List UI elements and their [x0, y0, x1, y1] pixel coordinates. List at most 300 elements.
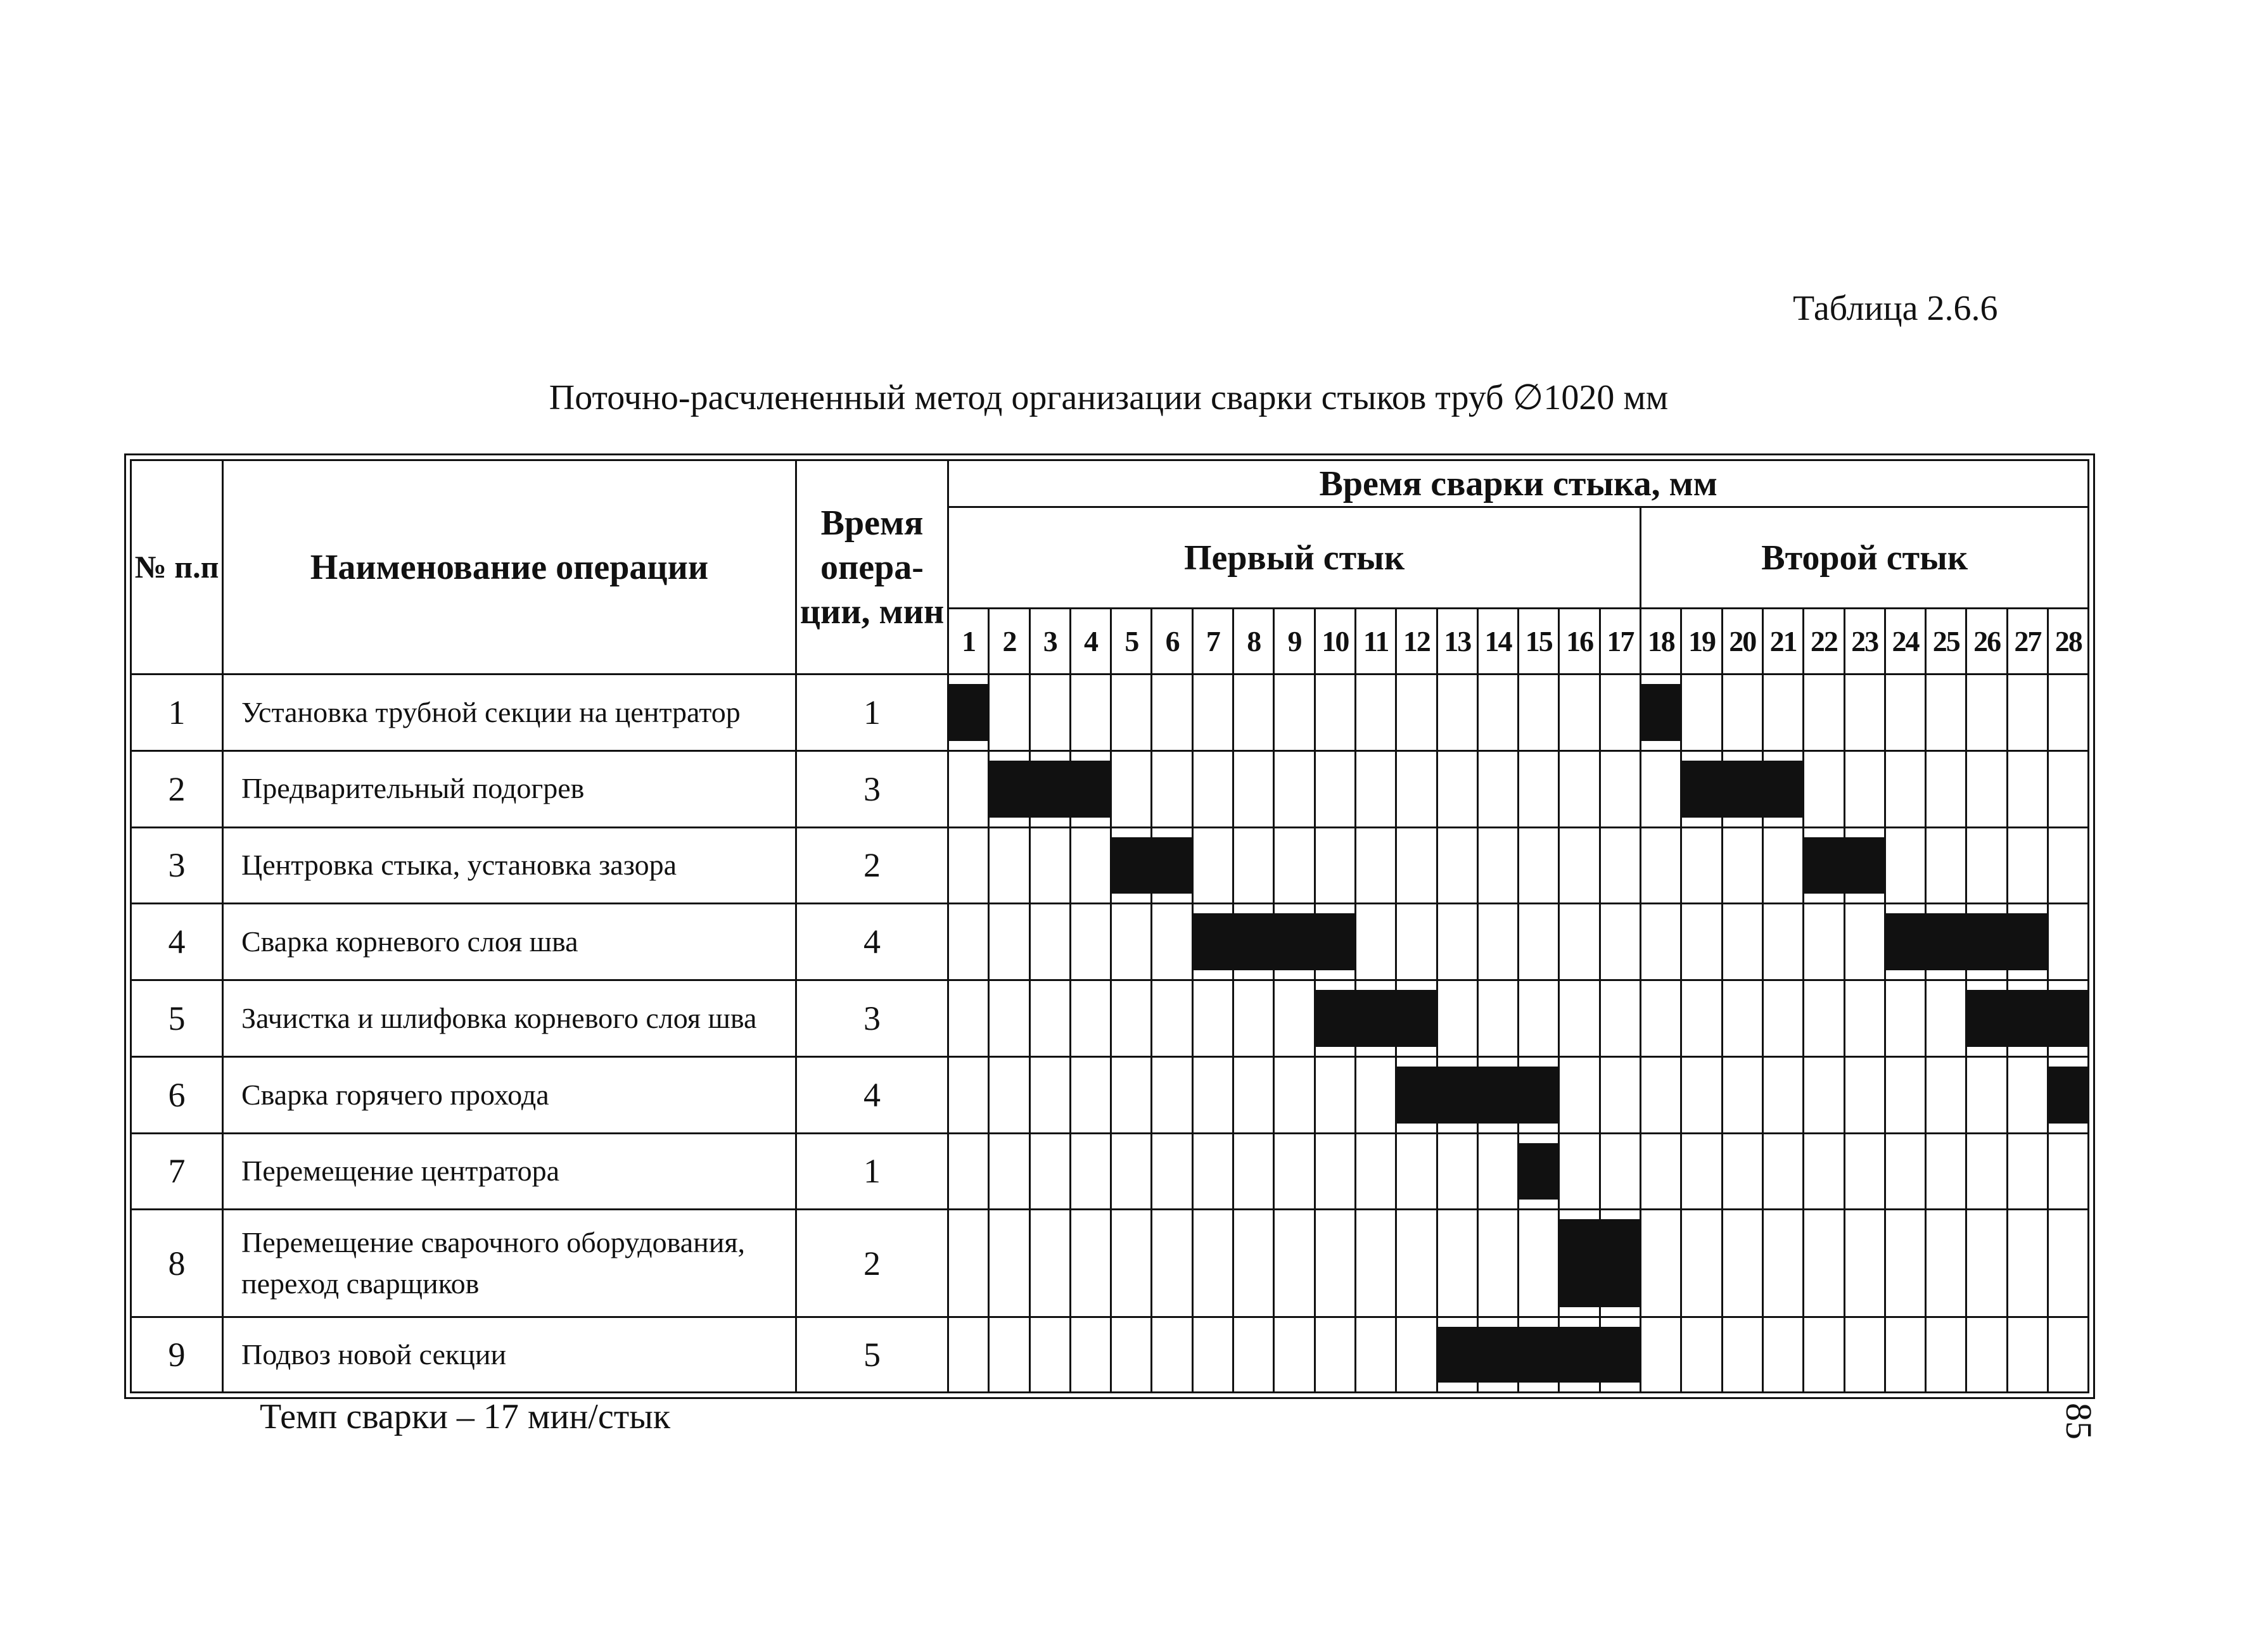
time-slot — [1966, 1210, 2007, 1317]
operation-name: Установка трубной секции на центратор — [223, 674, 796, 751]
operation-name: Сварка корневого слоя шва — [223, 904, 796, 980]
time-slot — [1233, 1210, 1274, 1317]
time-slot — [1111, 980, 1152, 1057]
time-slot — [1722, 1133, 1762, 1210]
time-slot — [1192, 674, 1233, 751]
time-slot — [1152, 1317, 1192, 1393]
time-slot — [1396, 904, 1437, 980]
time-slot — [1722, 1210, 1762, 1317]
time-slot — [1559, 827, 1600, 904]
operation-number: 6 — [131, 1056, 223, 1133]
gantt-bar-segment — [1477, 1327, 1518, 1383]
operation-row — [131, 1210, 2089, 1317]
time-slot — [1519, 1133, 1559, 1210]
time-slot — [1192, 750, 1233, 827]
time-slot — [1111, 904, 1152, 980]
time-slot — [1762, 980, 1803, 1057]
time-slot — [1722, 827, 1762, 904]
time-slot — [2007, 1317, 2048, 1393]
time-slot — [1274, 1317, 1315, 1393]
operation-row — [131, 674, 2089, 751]
time-slot — [1722, 1317, 1762, 1393]
time-slot — [1600, 1133, 1640, 1210]
time-slot — [2007, 1133, 2048, 1210]
time-slot — [1274, 750, 1315, 827]
time-slot — [1315, 1210, 1355, 1317]
time-slot — [1233, 1056, 1274, 1133]
time-slot — [1274, 674, 1315, 751]
time-slot — [1437, 980, 1477, 1057]
time-slot — [1519, 1056, 1559, 1133]
time-slot — [2048, 827, 2089, 904]
time-slot — [1396, 1317, 1437, 1393]
time-column-19: 19 — [1681, 609, 1722, 674]
time-slot — [1681, 827, 1722, 904]
time-slot — [1641, 1317, 1681, 1393]
column-header-timeline: Время сварки стыка, мм — [948, 460, 2089, 507]
time-slot — [1152, 1056, 1192, 1133]
gantt-bar-segment — [1396, 1067, 1437, 1124]
operation-name: Центровка стыка, установка зазора — [223, 827, 796, 904]
time-slot — [1722, 980, 1762, 1057]
time-column-20: 20 — [1722, 609, 1762, 674]
time-slot — [1559, 904, 1600, 980]
time-slot — [1396, 1133, 1437, 1210]
time-slot — [1437, 827, 1477, 904]
document-title: Поточно-расчлененный метод организации сварки стыков труб ∅1020 мм — [549, 378, 1669, 417]
time-slot — [1111, 1317, 1152, 1393]
time-slot — [1966, 1056, 2007, 1133]
time-slot — [1641, 1133, 1681, 1210]
time-slot — [1315, 1133, 1355, 1210]
time-slot — [1722, 904, 1762, 980]
time-slot — [1477, 1056, 1518, 1133]
time-slot — [1355, 980, 1396, 1057]
time-slot — [1477, 750, 1518, 827]
time-slot — [1681, 980, 1722, 1057]
time-slot — [1355, 1133, 1396, 1210]
time-slot — [1600, 827, 1640, 904]
time-column-22: 22 — [1804, 609, 1844, 674]
time-slot — [2048, 904, 2089, 980]
time-slot — [948, 1317, 989, 1393]
time-column-4: 4 — [1070, 609, 1111, 674]
gantt-bar-segment — [1519, 1067, 1559, 1124]
time-slot — [1844, 904, 1885, 980]
time-slot — [1559, 1133, 1600, 1210]
time-slot — [1844, 980, 1885, 1057]
time-slot — [1477, 1133, 1518, 1210]
time-slot — [1844, 827, 1885, 904]
operation-number: 2 — [131, 750, 223, 827]
time-slot — [1519, 1317, 1559, 1393]
time-slot — [1681, 750, 1722, 827]
time-column-2: 2 — [989, 609, 1029, 674]
time-slot — [1762, 904, 1803, 980]
time-slot — [1274, 980, 1315, 1057]
time-slot — [1355, 904, 1396, 980]
time-slot — [1437, 1133, 1477, 1210]
time-slot — [1762, 750, 1803, 827]
time-slot — [1600, 1317, 1640, 1393]
time-slot — [1029, 904, 1070, 980]
time-slot — [1396, 1056, 1437, 1133]
time-slot — [1274, 1056, 1315, 1133]
time-slot — [1396, 1210, 1437, 1317]
time-slot — [1966, 750, 2007, 827]
time-slot — [1111, 827, 1152, 904]
operation-row — [131, 980, 2089, 1057]
welding-rate-note: Темп сварки – 17 мин/стык — [260, 1397, 671, 1436]
time-slot — [1477, 980, 1518, 1057]
column-header-second-joint: Второй стык — [1641, 507, 2089, 609]
time-slot — [1152, 1210, 1192, 1317]
time-slot — [1844, 750, 1885, 827]
gantt-bar-segment — [1681, 761, 1722, 818]
time-slot — [1885, 750, 1925, 827]
time-slot — [989, 1133, 1029, 1210]
time-slot — [1681, 1133, 1722, 1210]
time-slot — [989, 1056, 1029, 1133]
time-slot — [1559, 674, 1600, 751]
time-slot — [1111, 674, 1152, 751]
time-slot — [2007, 750, 2048, 827]
gantt-bar-segment — [1641, 684, 1681, 741]
column-header-first-joint: Первый стык — [948, 507, 1641, 609]
time-slot — [1233, 674, 1274, 751]
time-slot — [1437, 1056, 1477, 1133]
time-slot — [1804, 827, 1844, 904]
time-slot — [1844, 1133, 1885, 1210]
time-slot — [1926, 674, 1966, 751]
time-slot — [1844, 1317, 1885, 1393]
time-slot — [1192, 827, 1233, 904]
time-column-5: 5 — [1111, 609, 1152, 674]
gantt-bar-segment — [1029, 761, 1070, 818]
gantt-bar-segment — [1111, 837, 1152, 894]
gantt-bar-segment — [2048, 990, 2089, 1047]
time-slot — [2007, 674, 2048, 751]
gantt-bar-segment — [1885, 913, 1925, 970]
column-header-duration: Время опера-ции, мин — [796, 460, 948, 674]
time-slot — [1926, 827, 1966, 904]
time-slot — [1762, 1056, 1803, 1133]
operation-name: Перемещение сварочного оборудования, переход сварщиков — [223, 1210, 796, 1317]
operation-number: 9 — [131, 1317, 223, 1393]
time-column-6: 6 — [1152, 609, 1192, 674]
operation-number: 1 — [131, 674, 223, 751]
time-slot — [989, 1210, 1029, 1317]
time-slot — [1070, 1056, 1111, 1133]
gantt-bar-segment — [1396, 990, 1437, 1047]
time-column-23: 23 — [1844, 609, 1885, 674]
time-slot — [1804, 904, 1844, 980]
time-slot — [1641, 1056, 1681, 1133]
time-slot — [1274, 904, 1315, 980]
time-column-25: 25 — [1926, 609, 1966, 674]
time-slot — [1681, 1317, 1722, 1393]
time-slot — [1070, 904, 1111, 980]
time-slot — [1885, 1317, 1925, 1393]
time-column-21: 21 — [1762, 609, 1803, 674]
operation-row — [131, 1056, 2089, 1133]
time-slot — [1885, 1056, 1925, 1133]
time-slot — [2048, 674, 2089, 751]
time-slot — [1029, 674, 1070, 751]
time-slot — [1641, 904, 1681, 980]
operation-row — [131, 1317, 2089, 1393]
time-slot — [1804, 980, 1844, 1057]
gantt-bar-segment — [1152, 837, 1192, 894]
time-slot — [2048, 1056, 2089, 1133]
time-slot — [1070, 1133, 1111, 1210]
time-slot — [1233, 1317, 1274, 1393]
time-slot — [1966, 674, 2007, 751]
time-slot — [1152, 904, 1192, 980]
time-slot — [989, 980, 1029, 1057]
time-slot — [1111, 1133, 1152, 1210]
time-column-15: 15 — [1519, 609, 1559, 674]
gantt-bar-segment — [2048, 1067, 2089, 1124]
time-slot — [948, 674, 989, 751]
time-slot — [1804, 1210, 1844, 1317]
operation-row — [131, 904, 2089, 980]
gantt-bar-segment — [1722, 761, 1762, 818]
table-label: Таблица 2.6.6 — [1793, 289, 1998, 328]
time-slot — [1315, 1317, 1355, 1393]
time-slot — [1152, 750, 1192, 827]
time-slot — [1070, 674, 1111, 751]
time-slot — [1966, 980, 2007, 1057]
time-slot — [1966, 1317, 2007, 1393]
gantt-bar-segment — [989, 761, 1029, 818]
time-slot — [1477, 1317, 1518, 1393]
gantt-bar-segment — [1519, 1327, 1559, 1383]
time-slot — [1396, 750, 1437, 827]
time-slot — [1070, 750, 1111, 827]
time-slot — [1762, 1210, 1803, 1317]
time-slot — [1355, 1210, 1396, 1317]
time-column-12: 12 — [1396, 609, 1437, 674]
operation-duration: 2 — [796, 1210, 948, 1317]
time-slot — [948, 1133, 989, 1210]
operation-name: Подвоз новой секции — [223, 1317, 796, 1393]
time-slot — [1029, 1056, 1070, 1133]
time-slot — [1681, 1056, 1722, 1133]
time-slot — [1600, 1210, 1640, 1317]
time-slot — [1926, 750, 1966, 827]
time-slot — [2007, 1210, 2048, 1317]
gantt-bar-segment — [1070, 761, 1111, 818]
time-slot — [948, 980, 989, 1057]
operation-duration: 4 — [796, 904, 948, 980]
operation-name: Зачистка и шлифовка корневого слоя шва — [223, 980, 796, 1057]
time-slot — [1029, 1317, 1070, 1393]
time-slot — [1926, 904, 1966, 980]
operation-name: Перемещение центратора — [223, 1133, 796, 1210]
time-slot — [1070, 1210, 1111, 1317]
time-slot — [1192, 1210, 1233, 1317]
time-slot — [1152, 674, 1192, 751]
time-slot — [1926, 1056, 1966, 1133]
time-slot — [1233, 1133, 1274, 1210]
time-slot — [1559, 980, 1600, 1057]
time-column-28: 28 — [2048, 609, 2089, 674]
time-slot — [1274, 1133, 1315, 1210]
time-column-3: 3 — [1029, 609, 1070, 674]
time-slot — [1070, 980, 1111, 1057]
time-column-18: 18 — [1641, 609, 1681, 674]
column-header-number: № п.п — [131, 460, 223, 674]
time-slot — [1192, 1133, 1233, 1210]
time-slot — [1477, 904, 1518, 980]
time-slot — [1762, 827, 1803, 904]
time-slot — [1559, 750, 1600, 827]
gantt-bar-segment — [1559, 1327, 1600, 1383]
time-slot — [1396, 980, 1437, 1057]
time-slot — [1477, 1210, 1518, 1317]
gantt-bar-segment — [1477, 1067, 1518, 1124]
time-slot — [1804, 674, 1844, 751]
time-slot — [2048, 980, 2089, 1057]
time-column-10: 10 — [1315, 609, 1355, 674]
time-slot — [1355, 750, 1396, 827]
gantt-bar-segment — [1437, 1067, 1477, 1124]
time-slot — [1641, 674, 1681, 751]
operation-duration: 3 — [796, 750, 948, 827]
column-header-operation: Наименование операции — [223, 460, 796, 674]
time-slot — [1641, 750, 1681, 827]
gantt-bar-segment — [1600, 1219, 1640, 1307]
time-slot — [2048, 1210, 2089, 1317]
time-slot — [1315, 750, 1355, 827]
gantt-bar-segment — [1315, 913, 1355, 970]
time-slot — [1885, 827, 1925, 904]
time-slot — [1355, 674, 1396, 751]
schedule-table — [130, 459, 2089, 1393]
time-column-24: 24 — [1885, 609, 1925, 674]
time-slot — [1519, 827, 1559, 904]
page-number: 85 — [2058, 1403, 2099, 1440]
time-slot — [1762, 1133, 1803, 1210]
time-slot — [1762, 1317, 1803, 1393]
time-column-11: 11 — [1355, 609, 1396, 674]
time-slot — [1477, 827, 1518, 904]
time-slot — [2007, 980, 2048, 1057]
time-slot — [1152, 1133, 1192, 1210]
time-slot — [1885, 674, 1925, 751]
time-slot — [1477, 674, 1518, 751]
time-column-17: 17 — [1600, 609, 1640, 674]
time-slot — [1355, 827, 1396, 904]
time-slot — [1315, 904, 1355, 980]
operation-duration: 2 — [796, 827, 948, 904]
gantt-bar-segment — [2007, 913, 2048, 970]
gantt-bar-segment — [1559, 1219, 1600, 1307]
time-slot — [1681, 1210, 1722, 1317]
time-slot — [1519, 750, 1559, 827]
time-slot — [948, 1210, 989, 1317]
gantt-bar-segment — [1844, 837, 1885, 894]
time-slot — [989, 750, 1029, 827]
time-slot — [1844, 1210, 1885, 1317]
time-slot — [1437, 674, 1477, 751]
gantt-bar-segment — [1437, 1327, 1477, 1383]
time-slot — [1029, 1133, 1070, 1210]
gantt-bar-segment — [1804, 837, 1844, 894]
time-slot — [1600, 904, 1640, 980]
time-slot — [1355, 1056, 1396, 1133]
time-slot — [1559, 1056, 1600, 1133]
time-slot — [948, 904, 989, 980]
time-slot — [1437, 1210, 1477, 1317]
time-slot — [1722, 674, 1762, 751]
gantt-bar-segment — [1966, 913, 2007, 970]
time-slot — [1844, 1056, 1885, 1133]
time-column-16: 16 — [1559, 609, 1600, 674]
time-slot — [2007, 827, 2048, 904]
time-slot — [1926, 980, 1966, 1057]
time-slot — [1804, 1056, 1844, 1133]
time-slot — [1192, 904, 1233, 980]
time-slot — [1233, 980, 1274, 1057]
time-slot — [1804, 1317, 1844, 1393]
time-slot — [989, 1317, 1029, 1393]
time-slot — [1192, 1056, 1233, 1133]
time-slot — [948, 827, 989, 904]
operation-number: 7 — [131, 1133, 223, 1210]
time-slot — [1600, 674, 1640, 751]
time-slot — [1681, 904, 1722, 980]
operation-name: Предварительный подогрев — [223, 750, 796, 827]
time-slot — [1315, 827, 1355, 904]
time-slot — [1315, 674, 1355, 751]
time-slot — [1519, 1210, 1559, 1317]
time-column-13: 13 — [1437, 609, 1477, 674]
time-slot — [1559, 1317, 1600, 1393]
time-slot — [1681, 674, 1722, 751]
time-slot — [989, 674, 1029, 751]
time-slot — [1966, 827, 2007, 904]
time-slot — [1804, 1133, 1844, 1210]
operation-duration: 3 — [796, 980, 948, 1057]
time-slot — [1111, 1210, 1152, 1317]
operation-row — [131, 827, 2089, 904]
time-slot — [1966, 1133, 2007, 1210]
time-slot — [1600, 750, 1640, 827]
time-slot — [1233, 827, 1274, 904]
time-slot — [989, 904, 1029, 980]
time-slot — [1233, 904, 1274, 980]
gantt-bar-segment — [1519, 1143, 1559, 1200]
time-slot — [1926, 1210, 1966, 1317]
time-slot — [989, 827, 1029, 904]
time-slot — [1844, 674, 1885, 751]
gantt-bar-segment — [1315, 990, 1355, 1047]
gantt-bar-segment — [1233, 913, 1274, 970]
gantt-bar-segment — [2007, 990, 2048, 1047]
time-slot — [1233, 750, 1274, 827]
time-slot — [2007, 1056, 2048, 1133]
time-slot — [1355, 1317, 1396, 1393]
time-slot — [1437, 904, 1477, 980]
time-slot — [1315, 980, 1355, 1057]
time-slot — [1152, 980, 1192, 1057]
time-slot — [1315, 1056, 1355, 1133]
time-slot — [1559, 1210, 1600, 1317]
time-slot — [1722, 1056, 1762, 1133]
time-slot — [1111, 750, 1152, 827]
